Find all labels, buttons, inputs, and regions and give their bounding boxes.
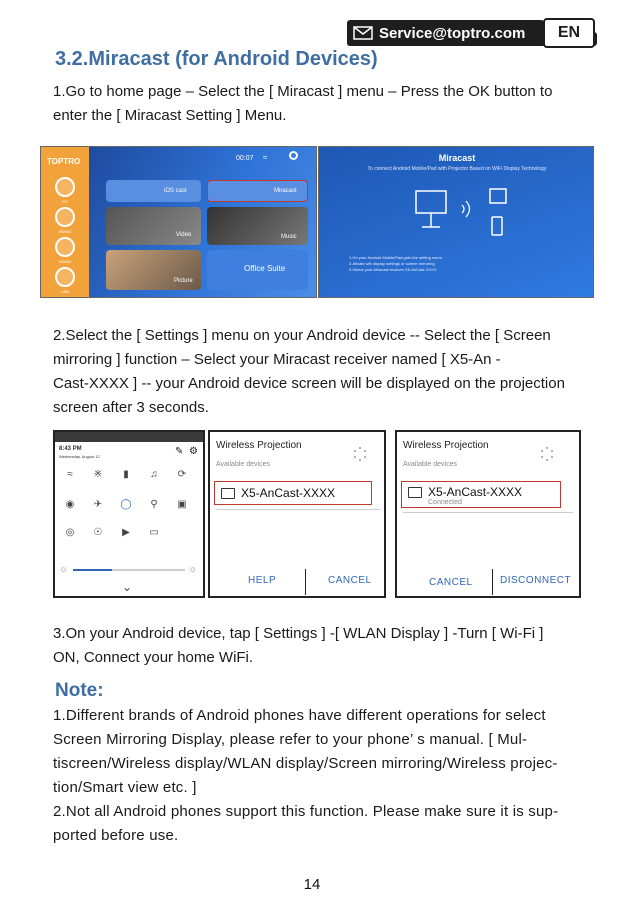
flashlight-toggle-icon[interactable]: ▮ <box>123 469 129 480</box>
office-suite-label: Office Suite <box>244 264 286 273</box>
music-tile[interactable] <box>207 207 308 245</box>
step2-line2: mirroring ] function – Select your Miracast receiver named [ X5-An - <box>53 351 501 368</box>
nfc-toggle-icon[interactable]: ☉ <box>93 527 103 538</box>
service-email-badge <box>347 20 544 46</box>
picture-label: Picture <box>174 278 193 284</box>
settings-gear-icon[interactable]: ⚙ <box>189 446 198 457</box>
cancel-button[interactable]: CANCEL <box>429 577 473 588</box>
brightness-low-icon: ☼ <box>59 564 69 575</box>
miracast-step: 3.Select your Miracast reciever X5-AnCast-XXXX <box>349 267 437 272</box>
note-line: Screen Mirroring Display, please refer to your phone’ s manual. [ Mul- <box>53 731 528 748</box>
step2-text <box>53 324 586 420</box>
hotspot-toggle-icon[interactable]: ◉ <box>65 499 75 510</box>
button-divider <box>492 569 493 595</box>
step1-line1: 1.Go to home page – Select the [ Miracast ] menu – Press the OK button to <box>53 83 553 100</box>
tv-home-screenshot <box>40 146 317 298</box>
pc-source-icon <box>55 177 75 197</box>
quick-settings-screenshot <box>53 430 205 598</box>
loading-spinner-icon <box>539 446 555 462</box>
screenshot-toggle-icon[interactable]: ▣ <box>177 499 187 510</box>
ios-cast-label: iOS cast <box>164 188 187 194</box>
step2-line3: Cast-XXXX ] -- your Android device screen will be displayed on the projection <box>53 375 565 392</box>
brightness-fill <box>73 569 112 571</box>
mobile-data-toggle-icon[interactable]: ◯ <box>120 499 132 510</box>
dialog-title: Wireless Projection <box>403 440 489 451</box>
hdmi2-source-icon <box>55 237 75 257</box>
miracast-step: 2.Ativate wifi display settings or screen mirroring <box>349 261 435 266</box>
cast-screen-icon <box>408 487 422 498</box>
service-email: Service@toptro.com <box>379 24 526 42</box>
hdmi1-source-icon <box>55 207 75 227</box>
wifi-toggle-icon[interactable]: ≈ <box>67 469 73 480</box>
envelope-icon <box>353 26 373 40</box>
note-line: 2.Not all Android phones support this function. Please make sure it is sup- <box>53 803 559 820</box>
video-label: Video <box>176 232 192 238</box>
miracast-title: Miracast <box>438 153 476 163</box>
section-title: 3.2.Miracast (for Android Devices) <box>55 48 378 70</box>
tv-clock: 00:07 <box>236 155 254 162</box>
picture-tile[interactable] <box>106 250 201 290</box>
available-devices-label: Available devices <box>403 461 457 468</box>
wifi-icon: ≈ <box>263 153 268 162</box>
dialog-title: Wireless Projection <box>216 440 302 451</box>
sound-toggle-icon[interactable]: ♫ <box>150 469 158 480</box>
miracast-screenshot <box>318 146 594 298</box>
edit-pencil-icon[interactable]: ✎ <box>175 446 184 457</box>
wireless-projection-connected-dialog <box>395 430 581 598</box>
usb-source-icon <box>55 267 75 287</box>
miracast-label: Miracast <box>274 188 297 194</box>
divider <box>403 512 573 513</box>
step2-line1: 2.Select the [ Settings ] menu on your Android device -- Select the [ Screen <box>53 327 551 344</box>
source-label: PC <box>62 199 68 204</box>
step3-text <box>53 622 593 670</box>
source-label: HDMI1 <box>58 229 72 234</box>
disconnect-button[interactable]: DISCONNECT <box>500 575 572 586</box>
source-label: USB <box>60 289 70 294</box>
eye-comfort-toggle-icon[interactable]: ◎ <box>65 527 75 538</box>
available-devices-label: Available devices <box>216 461 270 468</box>
help-button[interactable]: HELP <box>248 575 277 586</box>
miracast-step: 1.On your Android Mobile/Pad,goto the setting menu <box>349 255 442 260</box>
step3-line2: ON, Connect your home WiFi. <box>53 649 254 666</box>
note-body <box>53 704 586 848</box>
miracast-subtitle: To connect Android Mobile/Pad with Projector Based on WiFi Display Technology <box>367 166 547 172</box>
wireless-projection-dialog <box>208 430 386 598</box>
settings-gear-icon <box>289 151 298 160</box>
note-title: Note: <box>55 680 104 701</box>
note-line: tion/Smart view etc. ] <box>53 779 197 796</box>
divider <box>216 509 380 510</box>
device-list-item-connected[interactable] <box>401 481 561 508</box>
auto-rotate-toggle-icon[interactable]: ⟳ <box>177 469 187 480</box>
device-name: X5-AnCast-XXXX <box>241 486 336 500</box>
button-divider <box>305 569 306 595</box>
page-number: 14 <box>303 876 321 893</box>
miracast-steps <box>349 255 442 273</box>
device-name: X5-AnCast-XXXX <box>428 485 523 499</box>
step3-line1: 3.On your Android device, tap [ Settings ] -[ WLAN Display ] -Turn [ Wi-Fi ] <box>53 625 544 642</box>
step2-line4: screen after 3 seconds. <box>53 399 209 416</box>
office-suite-tile[interactable] <box>207 250 308 290</box>
location-toggle-icon[interactable]: ⚲ <box>150 499 158 510</box>
cast-screen-icon <box>221 488 235 499</box>
bluetooth-toggle-icon[interactable]: ※ <box>93 469 103 480</box>
cancel-button[interactable]: CANCEL <box>328 575 372 586</box>
note-line: tiscreen/Wireless display/WLAN display/Screen mirroring/Wireless projec- <box>53 755 558 772</box>
note-line: 1.Different brands of Android phones have different operations for select <box>53 707 546 724</box>
brand-logo: TOPTRO <box>47 157 81 166</box>
chevron-down-icon[interactable]: ⌄ <box>122 580 133 594</box>
note-line: ported before use. <box>53 827 179 844</box>
brightness-high-icon: ☼ <box>188 564 198 575</box>
video-tile[interactable] <box>106 207 201 245</box>
miracast-tile[interactable] <box>207 180 308 202</box>
device-list-item[interactable] <box>214 481 372 505</box>
projector-screen-icon <box>414 187 509 242</box>
connection-status: Connected <box>428 499 462 506</box>
music-label: Music <box>281 234 297 240</box>
qs-time: 8:43 PM <box>59 446 82 452</box>
source-label: HDMI2 <box>58 259 72 264</box>
status-bar <box>55 432 203 442</box>
qs-date: Wednesday, August 12 <box>59 454 100 459</box>
loading-spinner-icon <box>352 446 368 462</box>
wireless-projection-toggle-icon[interactable]: ▭ <box>149 527 159 538</box>
ios-cast-tile[interactable] <box>106 180 201 202</box>
brightness-slider[interactable] <box>73 569 185 571</box>
step1-text <box>53 80 593 128</box>
step1-line2: enter the [ Miracast Setting ] Menu. <box>53 107 287 124</box>
airplane-mode-toggle-icon[interactable]: ✈ <box>93 499 103 510</box>
language-badge: EN <box>543 18 595 48</box>
screen-recorder-toggle-icon[interactable]: ▶ <box>122 527 130 538</box>
